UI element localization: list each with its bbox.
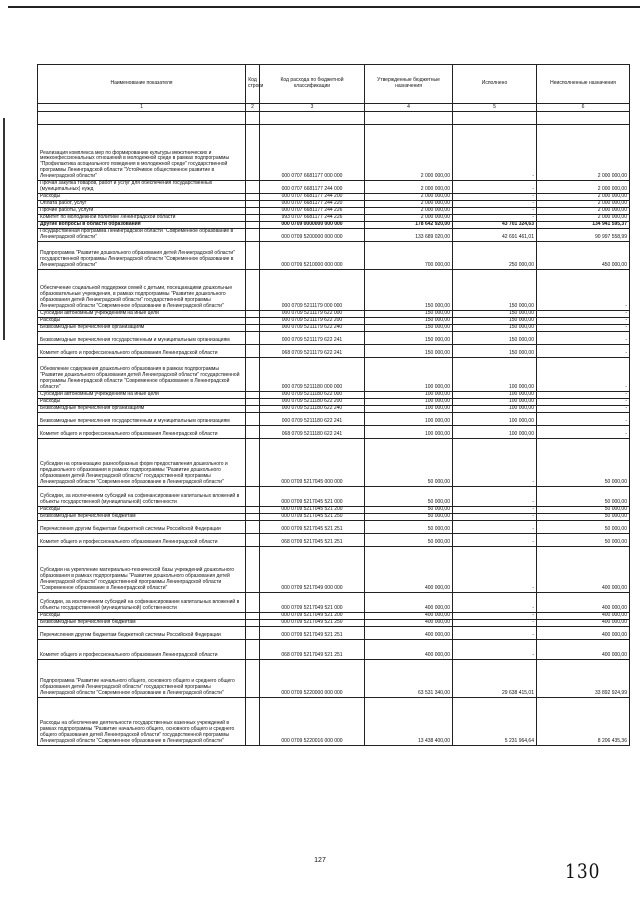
row-unexecuted: 50 000,00 [537, 521, 630, 534]
row-name: Прочая закупка товаров, работ и услуг для обеспечения государственных (муниципальных) нужд [38, 181, 246, 194]
row-budget-code: 000 0709 5211180 622 200 [260, 399, 365, 406]
table-body [38, 125, 630, 746]
table-row [38, 487, 630, 507]
row-executed: 150 000,00 [453, 318, 537, 325]
row-line-code [246, 613, 260, 620]
row-name: Подпрограмма "Развитие дошкольного образования детей Ленинградской области" государственной программы Ленинградской области "Современное образование в Ленинградской области" [38, 242, 246, 270]
row-line-code [246, 593, 260, 613]
row-executed: 100 000,00 [453, 413, 537, 426]
row-line-code [246, 222, 260, 229]
header-indicator-name: Наименование показателя [38, 65, 246, 104]
row-name: Реализация комплекса мер по формированию культуры межэтнических и межконфессиональных отношений в молодежной среде в рамках подпрограммы "Профилактика асоциального поведения в молодежной среде" государственной программы Ленинградской области "Устойчивое общественное развитие в Ленинградской области" [38, 125, 246, 181]
row-budget-code: 068 0709 5211180 622 241 [260, 426, 365, 439]
table-row [38, 426, 630, 439]
row-name: Субсидии автономным учреждениям на иные цели [38, 392, 246, 399]
row-line-code [246, 406, 260, 413]
row-approved: 150 000,00 [365, 311, 453, 318]
row-executed: 150 000,00 [453, 270, 537, 311]
row-budget-code: 000 0707 6681177 244 226 [260, 208, 365, 215]
column-number: 1 [38, 104, 246, 112]
row-executed: - [453, 613, 537, 620]
row-unexecuted: 450 000,00 [537, 242, 630, 270]
row-approved: 400 000,00 [365, 640, 453, 660]
row-approved: 100 000,00 [365, 399, 453, 406]
column-number: 2 [246, 104, 260, 112]
row-approved: 400 000,00 [365, 613, 453, 620]
row-unexecuted: - [537, 358, 630, 392]
header-unexecuted: Неисполненные назначения [537, 65, 630, 104]
row-budget-code: 068 0709 5217045 521 251 [260, 534, 365, 547]
row-unexecuted: 33 892 924,99 [537, 660, 630, 698]
row-name: Безвозмездные перечисления бюджетам [38, 514, 246, 521]
row-approved: 400 000,00 [365, 620, 453, 627]
row-budget-code: 000 0709 5217045 000 000 [260, 439, 365, 487]
row-executed: - [453, 215, 537, 222]
row-executed: - [453, 201, 537, 208]
row-unexecuted: 400 000,00 [537, 593, 630, 613]
row-approved: 2 000 000,00 [365, 208, 453, 215]
row-unexecuted: 2 000 000,00 [537, 181, 630, 194]
row-line-code [246, 413, 260, 426]
row-executed: - [453, 640, 537, 660]
row-unexecuted: - [537, 399, 630, 406]
row-budget-code: 000 0709 5220000 000 000 [260, 660, 365, 698]
table-row [38, 534, 630, 547]
row-executed: - [453, 620, 537, 627]
row-budget-code: 993 0707 6681177 244 226 [260, 215, 365, 222]
row-approved: 2 000 000,00 [365, 125, 453, 181]
row-budget-code: 000 0709 5211179 622 241 [260, 332, 365, 345]
table-row [38, 547, 630, 593]
table-row [38, 439, 630, 487]
row-line-code [246, 627, 260, 640]
row-unexecuted: - [537, 426, 630, 439]
row-unexecuted: 400 000,00 [537, 547, 630, 593]
row-name: Безвозмездные перечисления государственным и муниципальным организациям [38, 413, 246, 426]
row-unexecuted: 400 000,00 [537, 640, 630, 660]
row-executed: - [453, 507, 537, 514]
row-executed: - [453, 439, 537, 487]
row-executed: 29 638 415,01 [453, 660, 537, 698]
row-line-code [246, 439, 260, 487]
row-executed: 250 000,00 [453, 242, 537, 270]
row-budget-code: 068 0709 5211179 622 241 [260, 345, 365, 358]
table-header-row [38, 65, 630, 104]
row-name: Перечисления другим бюджетам бюджетной системы Российской Федерации [38, 627, 246, 640]
row-executed: 5 231 964,64 [453, 698, 537, 746]
row-budget-code: 000 0709 5217049 521 200 [260, 613, 365, 620]
table-row [38, 406, 630, 413]
row-unexecuted: - [537, 392, 630, 399]
page-number: 127 [314, 857, 326, 864]
row-approved: 50 000,00 [365, 521, 453, 534]
row-approved: 2 000 000,00 [365, 215, 453, 222]
row-executed: - [453, 534, 537, 547]
row-unexecuted: 2 000 000,00 [537, 201, 630, 208]
row-name: Субсидии на организацию разнообразных форм предоставления дошкольного и предшкольного образования в рамках подпрограммы "Развитие дошкольного образования детей Ленинградской области" государственной программы Ленинградской области "Современное образование в Ленинградской области" [38, 439, 246, 487]
row-executed: 150 000,00 [453, 325, 537, 332]
row-executed: 100 000,00 [453, 426, 537, 439]
row-line-code [246, 426, 260, 439]
row-name: Безвозмездные перечисления организациям [38, 406, 246, 413]
row-name: Другие вопросы в области образования [38, 222, 246, 229]
row-unexecuted: - [537, 413, 630, 426]
table-row [38, 181, 630, 194]
row-unexecuted: 400 000,00 [537, 613, 630, 620]
row-budget-code: 000 0709 5217045 521 250 [260, 514, 365, 521]
row-approved: 50 000,00 [365, 534, 453, 547]
row-executed: - [453, 208, 537, 215]
row-executed: - [453, 627, 537, 640]
row-line-code [246, 660, 260, 698]
table-row [38, 593, 630, 613]
column-number: 5 [453, 104, 537, 112]
table-row [38, 413, 630, 426]
column-number: 3 [260, 104, 365, 112]
left-margin-mark [3, 118, 5, 340]
column-number: 4 [365, 104, 453, 112]
row-name: Государственная программа Ленинградской области "Современное образование в Ленинградской области" [38, 229, 246, 242]
row-line-code [246, 345, 260, 358]
row-budget-code: 000 0709 5211179 622 240 [260, 325, 365, 332]
row-line-code [246, 547, 260, 593]
row-name: Расходы [38, 399, 246, 406]
spacer-row [38, 112, 630, 125]
row-unexecuted: 134 941 595,37 [537, 222, 630, 229]
row-name: Оплата работ, услуг [38, 201, 246, 208]
row-line-code [246, 201, 260, 208]
row-approved: 2 000 000,00 [365, 201, 453, 208]
table-row [38, 125, 630, 181]
row-name: Комитет общего и профессионального образования Ленинградской области [38, 640, 246, 660]
row-name: Субсидии автономным учреждениям на иные цели [38, 311, 246, 318]
row-name: Субсидии, за исключением субсидий на софинансирование капитальных вложений в объекты государственной (муниципальной) собственности [38, 593, 246, 613]
row-budget-code: 000 0709 0000000 000 000 [260, 222, 365, 229]
row-unexecuted: 50 000,00 [537, 534, 630, 547]
header-line-code: Код строки [246, 65, 260, 104]
row-unexecuted: 400 000,00 [537, 620, 630, 627]
row-line-code [246, 620, 260, 627]
table-row [38, 229, 630, 242]
row-executed: 43 701 324,63 [453, 222, 537, 229]
row-approved: 400 000,00 [365, 627, 453, 640]
row-unexecuted: 90 997 558,99 [537, 229, 630, 242]
row-line-code [246, 358, 260, 392]
row-unexecuted: - [537, 270, 630, 311]
row-unexecuted: 50 000,00 [537, 507, 630, 514]
row-approved: 50 000,00 [365, 514, 453, 521]
row-name: Субсидии на укрепление материально-технической базы учреждений дошкольного образования в рамках подпрограммы "Развитие дошкольного образования детей Ленинградской области" государственной программы Ленинградской области "Современное образование в Ленинградской области" [38, 547, 246, 593]
table-row [38, 514, 630, 521]
row-approved: 150 000,00 [365, 318, 453, 325]
row-name: Расходы [38, 194, 246, 201]
row-budget-code: 000 0709 5211179 000 000 [260, 270, 365, 311]
row-name: Комитет общего и профессионального образования Ленинградской области [38, 345, 246, 358]
row-approved: 178 642 920,00 [365, 222, 453, 229]
row-executed: 150 000,00 [453, 332, 537, 345]
row-approved: 100 000,00 [365, 426, 453, 439]
row-approved: 100 000,00 [365, 406, 453, 413]
row-line-code [246, 534, 260, 547]
column-number: 6 [537, 104, 630, 112]
row-executed: 100 000,00 [453, 358, 537, 392]
row-line-code [246, 194, 260, 201]
budget-execution-table [37, 64, 630, 746]
row-line-code [246, 229, 260, 242]
row-line-code [246, 181, 260, 194]
row-unexecuted: - [537, 332, 630, 345]
row-approved: 100 000,00 [365, 413, 453, 426]
row-line-code [246, 521, 260, 534]
row-executed: 100 000,00 [453, 399, 537, 406]
row-approved: 2 000 000,00 [365, 181, 453, 194]
row-name: Безвозмездные перечисления бюджетам [38, 620, 246, 627]
row-budget-code: 000 0709 5217045 521 000 [260, 487, 365, 507]
row-unexecuted: - [537, 311, 630, 318]
row-unexecuted: - [537, 406, 630, 413]
table-row [38, 270, 630, 311]
handwritten-sheet-number: 130 [565, 860, 601, 884]
row-budget-code: 068 0709 5217049 521 251 [260, 640, 365, 660]
row-executed: - [453, 181, 537, 194]
row-approved: 150 000,00 [365, 325, 453, 332]
row-executed: - [453, 125, 537, 181]
row-approved: 700 000,00 [365, 242, 453, 270]
row-name: Расходы [38, 318, 246, 325]
row-budget-code: 000 0709 5211179 622 200 [260, 318, 365, 325]
row-approved: 133 689 020,00 [365, 229, 453, 242]
table-row [38, 640, 630, 660]
row-name: Перечисления другим бюджетам бюджетной системы Российской Федерации [38, 521, 246, 534]
row-name: Прочие работы, услуги [38, 208, 246, 215]
row-unexecuted: - [537, 325, 630, 332]
row-budget-code: 000 0709 5211180 622 000 [260, 392, 365, 399]
row-executed: 42 691 461,01 [453, 229, 537, 242]
row-unexecuted: 2 000 000,00 [537, 194, 630, 201]
top-border-line [8, 6, 640, 8]
row-name: Безвозмездные перечисления государственным и муниципальным организациям [38, 332, 246, 345]
row-approved: 100 000,00 [365, 358, 453, 392]
header-executed: Исполнено [453, 65, 537, 104]
header-approved: Утвержденные бюджетные назначения [365, 65, 453, 104]
row-budget-code: 000 0709 5217049 521 251 [260, 627, 365, 640]
table-row [38, 627, 630, 640]
row-unexecuted: 2 000 000,00 [537, 125, 630, 181]
row-unexecuted: 50 000,00 [537, 439, 630, 487]
row-line-code [246, 208, 260, 215]
row-name: Обновление содержания дошкольного образования в рамках подпрограммы "Развитие дошкольного образования детей Ленинградской области" государственной программы Ленинградской области "Современное образование в Ленинградской области" [38, 358, 246, 392]
row-executed: 100 000,00 [453, 392, 537, 399]
row-budget-code: 000 0709 5217049 521 250 [260, 620, 365, 627]
row-executed: 150 000,00 [453, 311, 537, 318]
row-approved: 400 000,00 [365, 547, 453, 593]
row-approved: 400 000,00 [365, 593, 453, 613]
row-budget-code: 000 0709 5211180 000 000 [260, 358, 365, 392]
row-budget-code: 000 0709 5220016 000 000 [260, 698, 365, 746]
row-executed: - [453, 593, 537, 613]
row-unexecuted: 8 206 435,36 [537, 698, 630, 746]
row-executed: - [453, 514, 537, 521]
row-budget-code: 000 0709 5211179 622 000 [260, 311, 365, 318]
row-line-code [246, 325, 260, 332]
table-row [38, 325, 630, 332]
table-row [38, 620, 630, 627]
row-unexecuted: 50 000,00 [537, 514, 630, 521]
table-row [38, 332, 630, 345]
row-approved: 50 000,00 [365, 507, 453, 514]
row-budget-code: 000 0709 5217049 000 000 [260, 547, 365, 593]
row-line-code [246, 514, 260, 521]
row-name: Комитет по молодежной политике Ленинградской области [38, 215, 246, 222]
row-line-code [246, 399, 260, 406]
row-line-code [246, 242, 260, 270]
row-budget-code: 000 0709 5211180 622 240 [260, 406, 365, 413]
row-approved: 150 000,00 [365, 332, 453, 345]
row-approved: 63 531 340,00 [365, 660, 453, 698]
row-approved: 150 000,00 [365, 270, 453, 311]
table-row [38, 358, 630, 392]
table-row [38, 521, 630, 534]
row-budget-code: 000 0709 5217045 521 200 [260, 507, 365, 514]
row-name: Безвозмездные перечисления организациям [38, 325, 246, 332]
row-line-code [246, 215, 260, 222]
row-approved: 150 000,00 [365, 345, 453, 358]
row-line-code [246, 392, 260, 399]
row-executed: - [453, 194, 537, 201]
row-unexecuted: 2 000 000,00 [537, 215, 630, 222]
row-unexecuted: 50 000,00 [537, 487, 630, 507]
row-budget-code: 000 0707 6681177 244 200 [260, 194, 365, 201]
row-line-code [246, 507, 260, 514]
row-line-code [246, 125, 260, 181]
row-budget-code: 000 0709 5210000 000 000 [260, 242, 365, 270]
row-name: Комитет общего и профессионального образования Ленинградской области [38, 534, 246, 547]
row-approved: 50 000,00 [365, 487, 453, 507]
row-budget-code: 000 0709 5200000 000 000 [260, 229, 365, 242]
row-budget-code: 000 0709 5211180 622 241 [260, 413, 365, 426]
row-budget-code: 000 0707 6681177 244 220 [260, 201, 365, 208]
row-name: Расходы на обеспечение деятельности государственных казенных учреждений в рамках подпрограммы "Развитие начального общего, основного общего и среднего общего образования детей Ленинградской области" государственной программы Ленинградской области "Современное образование в Ленинградской области" [38, 698, 246, 746]
row-line-code [246, 640, 260, 660]
row-unexecuted: 2 000 000,00 [537, 208, 630, 215]
table-row [38, 345, 630, 358]
row-approved: 100 000,00 [365, 392, 453, 399]
row-approved: 2 000 000,00 [365, 194, 453, 201]
row-name: Расходы [38, 613, 246, 620]
table-row [38, 660, 630, 698]
row-unexecuted: - [537, 345, 630, 358]
row-unexecuted: - [537, 318, 630, 325]
row-executed: 150 000,00 [453, 345, 537, 358]
row-budget-code: 000 0709 5217049 521 000 [260, 593, 365, 613]
row-executed: - [453, 487, 537, 507]
row-line-code [246, 487, 260, 507]
row-executed: - [453, 547, 537, 593]
row-approved: 50 000,00 [365, 439, 453, 487]
row-line-code [246, 698, 260, 746]
table-row [38, 242, 630, 270]
row-executed: 100 000,00 [453, 406, 537, 413]
column-number-row [38, 104, 630, 112]
row-line-code [246, 332, 260, 345]
row-line-code [246, 311, 260, 318]
row-approved: 13 438 400,00 [365, 698, 453, 746]
row-name: Расходы [38, 507, 246, 514]
row-budget-code: 000 0707 6681177 000 000 [260, 125, 365, 181]
row-name: Комитет общего и профессионального образования Ленинградской области [38, 426, 246, 439]
row-name: Подпрограмма "Развитие начального общего, основного общего и среднего общего образования детей Ленинградской области" государственной программы Ленинградской области "Современное образование в Ленинградской области" [38, 660, 246, 698]
header-budget-code: Код расхода по бюджетной классификации [260, 65, 365, 104]
row-budget-code: 000 0707 6681177 244 000 [260, 181, 365, 194]
table-row [38, 698, 630, 746]
row-line-code [246, 318, 260, 325]
row-name: Обеспечение социальной поддержки семей с детьми, посещающими дошкольные образовательные учреждения, в рамках подпрограммы "Развитие дошкольного образования детей Ленинградской области" государственной программы Ленинградской области "Современное образование в Ленинградской области" [38, 270, 246, 311]
row-executed: - [453, 521, 537, 534]
row-unexecuted: 400 000,00 [537, 627, 630, 640]
row-line-code [246, 270, 260, 311]
row-budget-code: 000 0709 5217045 521 251 [260, 521, 365, 534]
row-name: Субсидии, за исключением субсидий на софинансирование капитальных вложений в объекты государственной (муниципальной) собственности [38, 487, 246, 507]
